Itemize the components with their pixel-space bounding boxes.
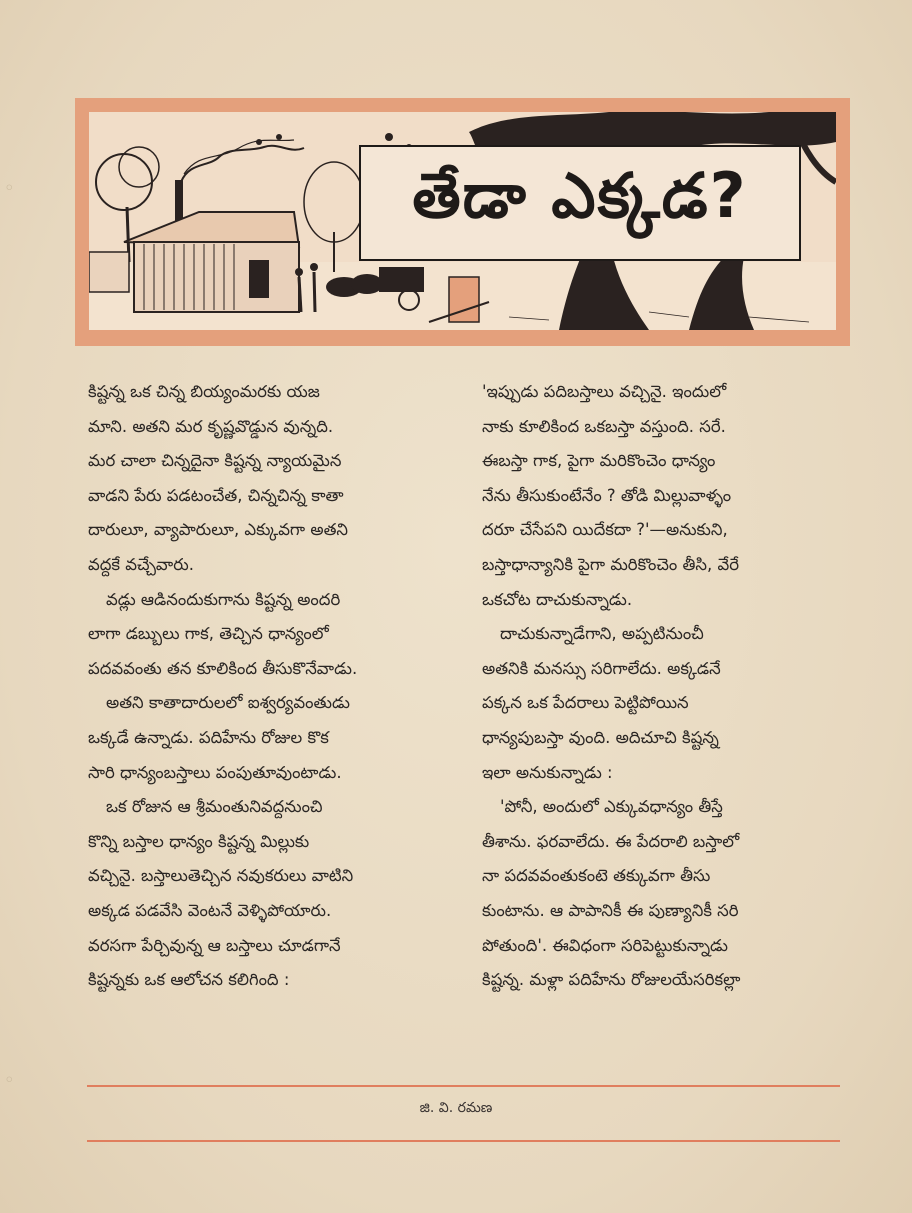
text-line: దారులూ, వ్యాపారులూ, ఎక్కువగా అతని [88,520,348,540]
story-title-box [359,145,801,261]
text-line: ఈబస్తా గాక, పైగా మరికొంచెం ధాన్యం [482,451,716,471]
text-line: 'ఇప్పుడు పదిబస్తాలు వచ్చినై. ఇందులో [482,382,727,401]
text-line: ఇలా అనుకున్నాడు : [482,762,613,782]
text-line: వరసగా పేర్చివున్న ఆ బస్తాలు చూడగానే [88,935,341,955]
text-line: ఒక్కడే ఉన్నాడు. పదిహేను రోజుల కొక [88,727,329,747]
text-line: కిష్టన్న. మళ్లా పదిహేను రోజులయేసరికల్లా [482,970,741,990]
text-line: కిష్టన్నకు ఒక ఆలోచన కలిగింది : [88,970,290,990]
text-line: వడ్లు ఆడినందుకుగాను కిష్టన్న అందరి [106,589,341,609]
text-line: పోతుంది'. ఈవిధంగా సరిపెట్టుకున్నాడు [482,935,728,955]
text-line: దాచుకున్నాడేగాని, అప్పటినుంచీ [500,624,704,644]
punch-hole-mark: ◦ [4,178,15,199]
story-title: తేడా ఎక్కడ? [412,159,748,232]
text-line: మాని. అతని మర కృష్ణవొడ్డున వున్నది. [88,416,334,436]
text-line: నా పదవవంతుకంటె తక్కువగా తీసు [482,866,711,886]
text-line: వద్దకే వచ్చేవారు. [88,554,194,574]
text-line: ఒక రోజున ఆ శ్రీమంతునివద్దనుంచి [106,797,323,817]
footer-rule-top [87,1085,840,1087]
text-line: వచ్చినై. బస్తాలుతెచ్చిన నవుకరులు వాటిని [88,866,354,886]
text-line: ఒకచోట దాచుకున్నాడు. [482,589,633,609]
text-line: ధాన్యపుబస్తా వుంది. అదిచూచి కిష్టన్న [482,727,719,747]
text-line: అతనికి మనస్సు సరిగాలేదు. అక్కడనే [482,658,721,678]
illustration-scene [89,112,836,330]
text-line: పక్కన ఒక పేదరాలు పెట్టిపోయిన [482,693,689,713]
text-line: బస్తాధాన్యానికి పైగా మరికొంచెం తీసి, వేరే [482,554,739,574]
text-line: దరూ చేసేపని యిదేకదా ?'—అనుకుని, [482,520,728,540]
right-text-column [482,375,857,998]
title-illustration [75,98,850,346]
punch-hole-mark: ◦ [4,1070,15,1091]
text-line: మర చాలా చిన్నదైనా కిష్టన్న న్యాయమైన [88,451,342,471]
text-line: నేను తీసుకుంటేనేం ? తోడి మిల్లువాళ్ళం [482,485,732,505]
text-line: కిష్టన్న ఒక చిన్న బియ్యంమరకు యజ [88,382,320,401]
text-line: వాడని పేరు పడటంచేత, చిన్నచిన్న కాతా [88,485,344,505]
left-text-column [88,375,463,998]
text-line: అతని కాతాదారులలో ఐశ్వర్యవంతుడు [106,693,350,713]
text-line: తీశాను. ఫరవాలేదు. ఈ పేదరాలి బస్తాలో [482,831,740,851]
text-line: 'పోనీ, అందులో ఎక్కువధాన్యం తీస్తే [500,797,723,817]
text-line: సారి ధాన్యంబస్తాలు పంపుతూవుంటాడు. [88,762,342,782]
text-line: పదవవంతు తన కూలికింద తీసుకొనేవాడు. [88,658,358,678]
footer-rule-bottom [87,1140,840,1142]
author-credit: జి. వి. రమణ [419,1100,493,1116]
text-line: లాగా డబ్బులు గాక, తెచ్చిన ధాన్యంలో [88,624,329,644]
text-line: అక్కడ పడవేసి వెంటనే వెళ్ళిపోయారు. [88,900,332,920]
text-line: నాకు కూలికింద ఒకబస్తా వస్తుంది. సరే. [482,416,726,436]
text-line: కొన్ని బస్తాల ధాన్యం కిష్టన్న మిల్లుకు [88,831,310,851]
text-line: కుంటాను. ఆ పాపానికీ ఈ పుణ్యానికీ సరి [482,900,739,920]
